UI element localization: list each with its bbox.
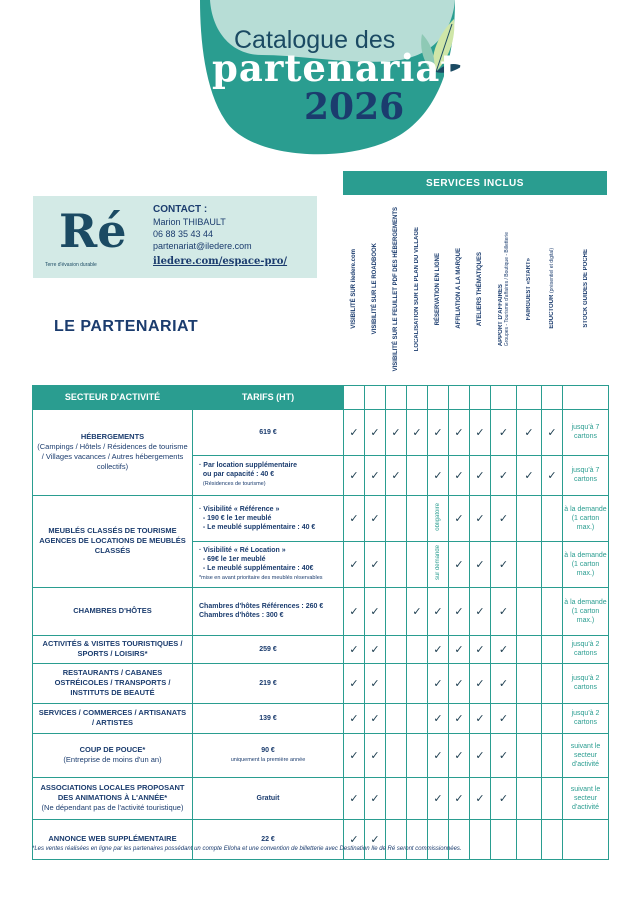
resa-note: sur demande: [435, 545, 441, 581]
check-mark-icon: ✓: [365, 663, 386, 703]
sector-cell: ASSOCIATIONS LOCALES PROPOSANT DES ANIMATIONS À L'ANNÉE* (Ne dépendant pas de l'activité touristique): [33, 777, 193, 819]
tarif-cell: Gratuit: [193, 777, 344, 819]
col-header: AFFILIATION À LA MARQUE: [456, 248, 462, 330]
catalogue-title-line2: partenariats: [212, 46, 481, 90]
check-mark-icon: ✓: [365, 819, 386, 859]
catalogue-year: 2026: [304, 86, 405, 128]
check-mark-icon: ✓: [491, 663, 517, 703]
check-mark-icon: ✓: [470, 703, 491, 733]
stock-cell: à la demande (1 carton max.): [563, 541, 609, 587]
logo-letter: Ré: [59, 204, 127, 258]
check-mark-icon: ✓: [517, 455, 542, 495]
contact-phone: 06 88 35 43 44: [153, 229, 214, 239]
logo-tagline: Terre d'évasion durable: [45, 262, 97, 268]
ile-de-re-logo: [43, 204, 127, 270]
tarif-cell: Chambres d'hôtes Références : 260 € Chambres d'hôtes : 300 €: [193, 587, 344, 635]
check-mark-icon: ✓: [491, 777, 517, 819]
check-mark-icon: ✓: [491, 587, 517, 635]
check-mark-icon: ✓: [344, 587, 365, 635]
check-mark-icon: ✓: [449, 663, 470, 703]
check-mark-icon: ✓: [470, 495, 491, 541]
check-mark-icon: ✓: [428, 777, 449, 819]
check-mark-icon: ✓: [470, 455, 491, 495]
contact-details: [153, 204, 287, 268]
check-mark-icon: ✓: [470, 635, 491, 663]
header: [0, 0, 640, 175]
table-row: [33, 409, 609, 455]
section-title: LE PARTENARIAT: [54, 318, 199, 335]
check-mark-icon: ✓: [365, 635, 386, 663]
check-mark-icon: ✓: [491, 635, 517, 663]
check-mark-icon: ✓: [491, 733, 517, 777]
check-mark-icon: ✓: [428, 455, 449, 495]
check-mark-icon: ✓: [517, 409, 542, 455]
check-mark-icon: ✓: [344, 733, 365, 777]
check-mark-icon: ✓: [449, 495, 470, 541]
check-mark-icon: ✓: [428, 663, 449, 703]
check-mark-icon: ✓: [386, 455, 407, 495]
check-mark-icon: ✓: [449, 587, 470, 635]
sector-cell: ACTIVITÉS & VISITES TOURISTIQUES / SPORTS / LOISIRS*: [33, 635, 193, 663]
check-mark-icon: ✓: [344, 409, 365, 455]
col-header: LOCALISATION SUR LE PLAN DU VILLAGE: [414, 226, 420, 351]
check-mark-icon: ✓: [470, 777, 491, 819]
table-row: [33, 663, 609, 703]
check-mark-icon: ✓: [542, 409, 563, 455]
check-mark-icon: ✓: [365, 455, 386, 495]
stock-cell: jusqu'à 7 cartons: [563, 409, 609, 455]
check-mark-icon: ✓: [407, 409, 428, 455]
check-mark-icon: ✓: [365, 495, 386, 541]
stock-cell: suivant le secteur d'activité: [563, 777, 609, 819]
stock-cell: jusqu'à 7 cartons: [563, 455, 609, 495]
col-header-sector: SECTEUR D'ACTIVITÉ: [33, 385, 193, 409]
check-mark-icon: ✓: [344, 703, 365, 733]
check-mark-icon: ✓: [365, 541, 386, 587]
check-mark-icon: ✓: [344, 455, 365, 495]
contact-email[interactable]: partenariat@iledere.com: [153, 241, 252, 251]
check-mark-icon: ✓: [344, 777, 365, 819]
tarif-cell: 259 €: [193, 635, 344, 663]
resa-note: obligatoire: [435, 503, 441, 531]
check-mark-icon: ✓: [449, 703, 470, 733]
stock-cell: jusqu'à 2 cartons: [563, 663, 609, 703]
check-mark-icon: ✓: [344, 663, 365, 703]
check-mark-icon: ✓: [491, 409, 517, 455]
contact-url-link[interactable]: iledere.com/espace-pro/: [153, 256, 288, 267]
tarif-cell: 90 € uniquement la première année: [193, 733, 344, 777]
check-mark-icon: ✓: [407, 587, 428, 635]
check-mark-icon: ✓: [449, 733, 470, 777]
col-header: EDUCTOUR (présentiel et digital): [549, 248, 555, 330]
check-mark-icon: ✓: [428, 703, 449, 733]
services-inclus-header: SERVICES INCLUS: [343, 171, 607, 195]
col-header: STOCK GUIDES DE POCHE: [582, 249, 589, 329]
table-row: [33, 495, 609, 541]
check-mark-icon: ✓: [491, 455, 517, 495]
stock-cell: jusqu'à 2 cartons: [563, 635, 609, 663]
check-mark-icon: ✓: [470, 541, 491, 587]
check-mark-icon: ✓: [365, 733, 386, 777]
col-header: ATELIERS THÉMATIQUES: [477, 251, 483, 326]
tarif-cell: · Visibilité « Référence » - 190 € le 1er meublé - Le meublé supplémentaire : 40 €: [193, 495, 344, 541]
table-row: [33, 703, 609, 733]
check-mark-icon: ✓: [449, 409, 470, 455]
check-mark-icon: ✓: [428, 587, 449, 635]
partnership-table: [32, 195, 608, 860]
check-mark-icon: ✓: [470, 663, 491, 703]
check-mark-icon: ✓: [365, 409, 386, 455]
check-mark-icon: ✓: [344, 819, 365, 859]
col-header-tarifs: TARIFS (HT): [193, 385, 344, 409]
table-row: [33, 819, 609, 859]
col-header: VISIBILITÉ SUR iledere.com: [351, 248, 357, 329]
contact-title: CONTACT :: [153, 204, 208, 215]
check-mark-icon: ✓: [344, 541, 365, 587]
check-mark-icon: ✓: [449, 635, 470, 663]
check-mark-icon: ✓: [449, 777, 470, 819]
contact-box: [33, 196, 317, 278]
tarif-cell: 219 €: [193, 663, 344, 703]
check-mark-icon: ✓: [428, 635, 449, 663]
check-mark-icon: ✓: [428, 733, 449, 777]
stock-cell: à la demande (1 carton max.): [563, 587, 609, 635]
table-row: [33, 733, 609, 777]
col-header: RÉSERVATION EN LIGNE: [435, 252, 441, 325]
catalogue-title-line1: Catalogue des: [234, 26, 396, 54]
check-mark-icon: ✓: [365, 703, 386, 733]
sector-cell: CHAMBRES D'HÔTES: [33, 587, 193, 635]
check-mark-icon: ✓: [386, 409, 407, 455]
check-mark-icon: ✓: [344, 635, 365, 663]
col-header: FAIRGUEST «START»: [526, 257, 532, 320]
sector-cell: COUP DE POUCE* (Entreprise de moins d'un an): [33, 733, 193, 777]
check-mark-icon: ✓: [542, 455, 563, 495]
tarif-cell: 139 €: [193, 703, 344, 733]
contact-name: Marion THIBAULT: [153, 217, 226, 227]
tarif-cell: · Par location supplémentaire ou par capacité : 40 € (Résidences de tourisme): [193, 455, 344, 495]
check-mark-icon: ✓: [491, 541, 517, 587]
table-row: [33, 587, 609, 635]
table-row: [33, 635, 609, 663]
sector-cell: MEUBLÉS CLASSÉS DE TOURISME AGENCES DE LOCATIONS DE MEUBLÉS CLASSÉS: [33, 495, 193, 587]
check-mark-icon: ✓: [470, 409, 491, 455]
tarif-cell: 22 €: [193, 819, 344, 859]
check-mark-icon: ✓: [344, 495, 365, 541]
sector-cell: HÉBERGEMENTS (Campings / Hôtels / Résidences de tourisme / Villages vacances / Autres hébergements collectifs): [33, 409, 193, 495]
check-mark-icon: ✓: [365, 777, 386, 819]
col-header: APPORT D'AFFAIRES Groupes - Tourisme d'affaires / Boutique - Billetterie: [497, 231, 510, 346]
sector-cell: RESTAURANTS / CABANES OSTRÉICOLES / TRANSPORTS / INSTITUTS DE BEAUTÉ: [33, 663, 193, 703]
footnote: *Les ventes réalisées en ligne par les partenaires possédant un compte Elloha et une convention de billetterie avec Destination Ile de Ré seront commissionnées.: [32, 846, 462, 852]
stock-cell: jusqu'à 2 cartons: [563, 703, 609, 733]
check-mark-icon: ✓: [470, 587, 491, 635]
stock-cell: à la demande (1 carton max.): [563, 495, 609, 541]
check-mark-icon: ✓: [491, 495, 517, 541]
stock-cell: suivant le secteur d'activité: [563, 733, 609, 777]
col-header: VISIBILITÉ SUR LE FEUILLET PDF DES HÉBERGEMENTS: [393, 206, 399, 371]
check-mark-icon: ✓: [449, 455, 470, 495]
tarif-cell: · Visibilité « Ré Location » - 69€ le 1er meublé - Le meublé supplémentaire : 40€ *mise en avant prioritaire des meublés réservables: [193, 541, 344, 587]
col-header: VISIBILITÉ SUR LE ROADBOOK: [372, 243, 378, 335]
check-mark-icon: ✓: [428, 409, 449, 455]
sector-cell: ANNONCE WEB SUPPLÉMENTAIRE: [33, 819, 193, 859]
tarif-cell: 619 €: [193, 409, 344, 455]
check-mark-icon: ✓: [491, 703, 517, 733]
check-mark-icon: ✓: [449, 541, 470, 587]
check-mark-icon: ✓: [365, 587, 386, 635]
table-row: [33, 777, 609, 819]
sector-cell: SERVICES / COMMERCES / ARTISANATS / ARTISTES: [33, 703, 193, 733]
check-mark-icon: ✓: [470, 733, 491, 777]
